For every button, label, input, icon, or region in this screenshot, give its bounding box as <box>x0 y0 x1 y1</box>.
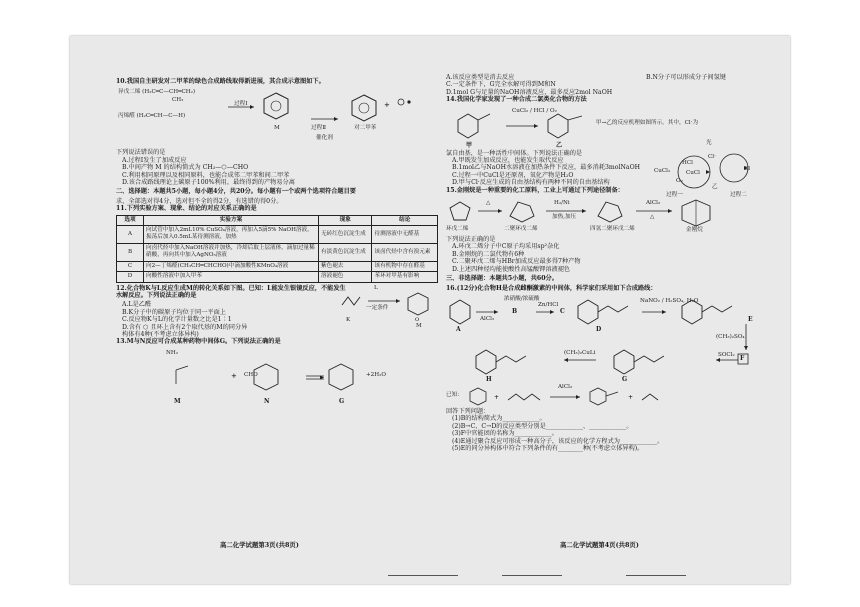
q11-header-plan: 实验方案 <box>144 215 319 225</box>
q16-label-a: A <box>456 325 461 333</box>
q12-option-d-cont: 构体有4种(不考虑立体异构) <box>122 330 199 338</box>
q15-option-b: B.金刚烷的二氯代物有6种 <box>452 250 525 258</box>
q16-cond-nitration: 浓硝酸/浓硫酸 <box>504 295 540 302</box>
q16-label-d: D <box>596 325 602 333</box>
q14-mech2: 氯自由基，是一种活性中间体。下列说法正确的是 <box>446 149 583 157</box>
q16-stem: 16.(12分)化合物H是合成雌酮激素的中间体，科学家们采用如下合成路线： <box>446 284 657 292</box>
table-cell: 该卤代烃中含有溴元素 <box>372 243 438 261</box>
table-cell: 向2—丁烯醛(CH₃CH═CHCHO)中滴加酸性KMnO₄溶液 <box>144 261 319 271</box>
q15-name-2: 二聚环戊二烯 <box>504 226 538 233</box>
q13-cho: CHO <box>244 371 258 378</box>
m-label: M <box>274 125 280 132</box>
q10-option-c: C.利用相同原理以及相同原料，也能合成邻二甲苯和间二甲苯 <box>122 171 290 179</box>
q14-cycle-hcl: HCl <box>682 159 693 166</box>
q10-molecules <box>116 87 438 149</box>
table-cell: A <box>117 226 144 244</box>
q16-question-4: (4)E通过聚合反应可形成一种高分子，该反应的化学方程式为____________。 <box>452 437 664 445</box>
q11-header-phenomenon: 现象 <box>319 215 372 225</box>
q10-ask: 下列说法错误的是 <box>116 149 166 157</box>
step2-label: 过程Ⅱ <box>311 125 326 132</box>
q13-stem: 13.M与N反应可合成某种药物中间体G。下列说法正确的是 <box>116 338 281 346</box>
table-cell: C <box>117 261 144 271</box>
q14-option-b: B.1mol乙与NaOH水溶液在加热条件下反应，最多消耗3molNaOH <box>452 164 641 172</box>
q14-option-d: D.甲与Cl·反应生成的自由基结构有两种不同的自由基结构 <box>452 179 610 187</box>
q12-cond: 一定条件 <box>366 305 389 312</box>
q15-option-c: C.二聚环戊二烯与HBr加成反应最多得7种产物 <box>452 258 581 266</box>
q16-known-cond: AlCl₃ <box>558 383 573 390</box>
left-footer: 高二化学试题第3页(共8页) <box>220 541 299 549</box>
svg-text:O: O <box>415 317 420 324</box>
q16-cond-cuprate: (CH₃)₂CuLi <box>564 349 596 356</box>
catalyst-label: 催化剂 <box>316 135 333 142</box>
q14-cycle-clrad: Cl· <box>708 153 716 160</box>
svg-text:+: + <box>628 393 634 401</box>
section3: 三、非选择题：本题共5小题，共60分。 <box>446 275 558 283</box>
table-cell: 紫色褪去 <box>319 261 372 271</box>
q13-option-a: A.该反应类型是消去反应 <box>446 74 515 81</box>
table-cell: 无砖红色沉淀生成 <box>319 226 372 244</box>
table-row <box>117 261 438 271</box>
q13-option-d: D.1mol G与足量的NaOH溶液反应，最多反应2mol NaOH <box>446 88 613 96</box>
rule-line <box>502 575 562 576</box>
q15-name-1: 环戊二烯 <box>446 226 469 233</box>
q15-ask: 下列说法正确的是 <box>446 236 496 244</box>
q13-option-b: B.N分子可以形成分子间氢键 <box>646 74 726 81</box>
svg-text:+: + <box>231 371 237 380</box>
q16-ask: 回答下列问题： <box>446 407 490 415</box>
q10-option-b: B.中间产物 M 的结构简式为 CH₃—⬡—CHO <box>122 164 249 172</box>
q13-molecules <box>116 348 438 408</box>
table-cell: 向酸性溶液中加入甲苯 <box>144 272 319 282</box>
q12-m-label: M <box>416 323 422 330</box>
q16-question-3: (3)F中官能团的名称为____________。 <box>452 430 558 438</box>
step1-label: 过程Ⅰ <box>234 101 248 108</box>
q15-stem: 15.金刚烷是一种重要的化工原料，工业上可通过下列途径制备： <box>446 186 624 194</box>
q16-known-reaction <box>468 383 768 408</box>
q16-cond-alcl3: AlCl₃ <box>480 315 495 322</box>
left-page <box>116 78 438 408</box>
isoprene-sub: CH₃ <box>172 97 184 104</box>
q13-diagram <box>116 348 438 408</box>
table-row <box>117 272 438 282</box>
q11-header-row <box>117 215 438 225</box>
svg-text:+: + <box>494 393 500 401</box>
q12-stem: 12.化合物K与L反应生成M的转化关系如下图。已知：L能发生银镜反应，不能发生水解反应。下列说法正确的是 <box>116 284 346 299</box>
q12-k-label: K <box>346 317 351 324</box>
q15-cond-h2ni: H₂/Ni <box>554 200 570 207</box>
q14-mech: 甲→乙的反应机理如图所示。其中，Cl·为 <box>596 119 699 126</box>
q16-question-1: (1)B的结构简式为____________。 <box>452 415 546 423</box>
q14-cycle-light: 光 <box>706 139 712 146</box>
q16-question-2: (2)B→C，C→D的反应类型分别是____________、____________。 <box>452 422 633 430</box>
product-label: 对二甲苯 <box>354 125 377 132</box>
q15-cond-heat2: △ <box>650 214 655 221</box>
q14-option-c: C.过程一中CuCl是还原剂，氧化产物是H₂O <box>452 171 574 179</box>
table-cell: B <box>117 243 144 261</box>
q13-g-label: G <box>339 397 345 405</box>
q16-label-f: F <box>740 354 745 362</box>
q14-yi: 乙 <box>556 141 563 149</box>
q13-nh2-top: NH₂ <box>166 349 179 356</box>
q15-route <box>446 196 768 236</box>
q15-cond-pressure: 加热,加压 <box>552 214 577 221</box>
q16-cond-socl2: SOCl₂ <box>718 351 735 358</box>
q14-option-a: A.甲既发生加成反应，也能发生取代反应 <box>452 157 564 165</box>
q13-m-label: M <box>174 397 181 405</box>
q13-water: +2H₂O <box>366 371 386 378</box>
svg-text:+: + <box>384 101 390 110</box>
q11-header-conclusion: 结论 <box>372 215 438 225</box>
q16-known-label: 已知： <box>446 391 463 398</box>
section2-line2: 求，全部选对得4分，选对但不全的得2分，有选错的得0分。 <box>116 197 283 205</box>
q14-cycle-cucl: CuCl <box>686 169 700 176</box>
q16-label-c: C <box>560 307 565 315</box>
q14-jia: 甲 <box>466 141 473 149</box>
table-cell: 向试管中加入2mL10% CuSO₄溶液，再加入5滴5% NaOH溶液，振荡后加入0.5mL某待测溶液，加热 <box>144 226 319 244</box>
q16-known <box>446 383 768 408</box>
table-row <box>117 226 438 244</box>
q14-cycle-cucl2: CuCl₂ <box>654 167 671 174</box>
q15-cond-alcl3: AlCl₃ <box>646 200 661 207</box>
table-cell: 向卤代烃中加入NaOH溶液并加热，冷却后取上层液体，滴加过量稀硝酸，再向其中加入AgNO₃溶液 <box>144 243 319 261</box>
table-row <box>117 243 438 261</box>
q14-reagents: CuCl₂ / HCl / O₂ <box>512 107 557 114</box>
q16-cond-zn: Zn/HCl <box>538 301 559 308</box>
q11-table <box>116 215 438 283</box>
q14-stem: 14.我国化学家发现了一种合成二氯类化合物的方法 <box>446 96 587 104</box>
section2-line1: 二、选择题：本题共5小题，每小题4分，共20分。每小题有一个或两个选项符合题目要 <box>116 188 356 196</box>
q12-option-b: B.K分子中的碳原子均位于同一平面上 <box>122 308 226 316</box>
acrolein-label: 丙烯醛 (H₂C═CH—C—H) <box>118 113 186 120</box>
table-cell: 该有机物中存在醛基 <box>372 261 438 271</box>
q16-label-b: B <box>512 307 518 315</box>
right-footer: 高二化学试题第4页(共8页) <box>560 541 639 549</box>
q11-header-option: 选项 <box>117 215 144 225</box>
q16-label-h: H <box>486 375 492 383</box>
table-cell: D <box>117 272 144 282</box>
table-cell: 待测溶液中无醛基 <box>372 226 438 244</box>
rule-line <box>626 575 686 576</box>
q15-name-3: 四氢二聚环戊二烯 <box>590 226 635 233</box>
q14-cycle-o2: O₂ <box>676 177 683 184</box>
q12-option-d: D.含有 ⬡ 且环上含有2个取代基的M的同分异 <box>122 323 248 331</box>
isoprene-label: 异戊二烯 (H₂C═C—CH═CH₂) <box>118 89 196 96</box>
q16-cond-me2so4: (CH₃)₂SO₄ <box>716 333 745 340</box>
q15-cond-heat1: △ <box>486 200 491 207</box>
q14-cycle-process2: 过程二 <box>730 191 747 198</box>
q16-question-5: (5)E的同分异构体中符合下列条件的有________种(不考虑立体异构)。 <box>452 444 644 452</box>
q10-option-d: D.该合成路线理论上碳原子100%利用，最终得到的产物易分离 <box>122 179 295 187</box>
q14-cycle-yi: 乙 <box>712 183 718 190</box>
q16-label-e: E <box>748 315 753 323</box>
q15-option-a: A.环戊二烯分子中C原子均采用sp²杂化 <box>452 243 560 251</box>
table-cell: 溶液褪色 <box>319 272 372 282</box>
q12-option-c: C.反应物K与L的化学计量数之比是1∶1 <box>122 316 232 324</box>
q12-l-label: L <box>374 285 378 292</box>
q10-stem: 10.我国自主研发对二甲苯的绿色合成路线取得新进展，其合成示意图如下。 <box>116 78 325 85</box>
q16-route <box>446 294 768 386</box>
q11-stem: 11.下列实验方案、现象、结论的对应关系正确的是 <box>116 205 257 213</box>
q13-n-label: N <box>264 397 270 405</box>
right-page <box>446 74 768 452</box>
q10-diagram <box>116 87 438 149</box>
q16-cond-nano2: NaNO₂ / H₂SO₄, H₂O <box>640 297 699 304</box>
q16-label-g: G <box>622 375 628 383</box>
q15-option-d: D.上述四种烃均能使酸性高锰酸钾溶液褪色 <box>452 265 571 273</box>
table-cell: 苯环对甲基有影响 <box>372 272 438 282</box>
q12-option-a: A.L是乙醛 <box>122 301 152 309</box>
q10-option-a: A.过程Ⅰ发生了加成反应 <box>122 156 187 164</box>
table-cell: 有淡黄色沉淀生成 <box>319 243 372 261</box>
q13-option-c: C.一定条件下，G完全水解可得到M和N <box>446 81 556 89</box>
q14-cycle-cl: Cl <box>744 165 751 172</box>
rule-line <box>388 575 458 576</box>
q15-name-4: 金刚烷 <box>686 227 703 234</box>
q14-cycle-process1: 过程一 <box>666 191 683 198</box>
